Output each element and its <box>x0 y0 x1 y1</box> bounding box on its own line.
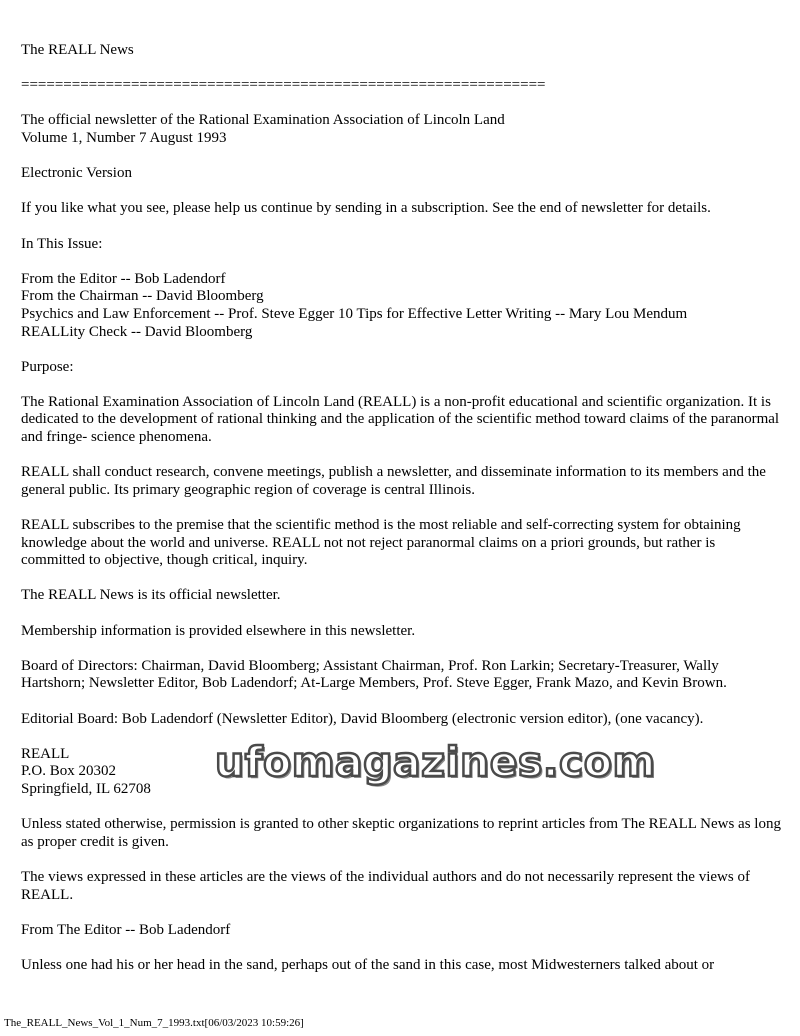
watermark-logo: ufomagazines.com <box>215 738 656 786</box>
list-item: From the Editor -- Bob Ladendorf <box>21 270 226 287</box>
editorial-board: Editorial Board: Bob Ladendorf (Newsletter Editor), David Bloomberg (electronic version editor), (one vacancy). <box>21 710 704 727</box>
list-item: From the Chairman -- David Bloomberg <box>21 288 264 305</box>
separator-rule: ============================================================== <box>21 77 546 94</box>
newsletter-title: The REALL News <box>21 42 134 58</box>
subscription-note: If you like what you see, please help us continue by sending in a subscription. See the end of newsletter for details. <box>21 200 711 217</box>
purpose-paragraph: The Rational Examination Association of Lincoln Land (REALL) is a non-profit educational and scientific organization. It is dedicated to the development of rational thinking and the application of the scientific method toward claims of the paranormal and fringe- science phenomena. <box>21 393 780 446</box>
list-item: REALLity Check -- David Bloomberg <box>21 323 253 340</box>
views-disclaimer: The views expressed in these articles are the views of the individual authors and do not necessarily represent the views of REALL. <box>21 868 750 903</box>
board-of-directors: Board of Directors: Chairman, David Bloomberg; Assistant Chairman, Prof. Ron Larkin; Secretary-Treasurer, Wally Hartshorn; Newsletter Editor, Bob Ladendorf; At-Large Members, Prof. Steve Egger, Frank Mazo, and Kevin Brown. <box>21 657 727 692</box>
reprint-permission: Unless stated otherwise, permission is granted to other skeptic organizations to reprint articles from The REALL News as long as proper credit is given. <box>21 816 781 850</box>
purpose-paragraph: REALL subscribes to the premise that the scientific method is the most reliable and self-correcting system for obtaining knowledge about the world and universe. REALL not not reject paranormal claims on a priori grounds, but rather is committed to objective, though critical, inquiry. <box>21 517 741 569</box>
file-footer: The_REALL_News_Vol_1_Num_7_1993.txt[06/03/2023 10:59:26] <box>4 1017 304 1029</box>
electronic-version-label: Electronic Version <box>21 165 132 182</box>
issue-contents-list <box>21 271 783 341</box>
address-line: Springfield, IL 62708 <box>21 780 151 797</box>
purpose-paragraph: REALL shall conduct research, convene meetings, publish a newsletter, and disseminate information to its members and the general public. Its primary geographic region of coverage is central Illinois. <box>21 464 766 498</box>
address-line: REALL <box>21 745 70 762</box>
purpose-paragraph: The REALL News is its official newsletter. <box>21 587 281 604</box>
intro-block <box>21 112 783 147</box>
editor-section-heading: From The Editor -- Bob Ladendorf <box>21 921 231 938</box>
editor-section-text: Unless one had his or her head in the sand, perhaps out of the sand in this case, most Midwesterners talked about or <box>21 956 715 973</box>
document-page <box>21 42 783 992</box>
address-line: P.O. Box 20302 <box>21 763 117 780</box>
in-this-issue-heading: In This Issue: <box>21 235 103 252</box>
purpose-heading: Purpose: <box>21 358 74 375</box>
list-item: Psychics and Law Enforcement -- Prof. Steve Egger 10 Tips for Effective Letter Writing -- Mary Lou Mendum <box>21 305 688 322</box>
purpose-paragraph: Membership information is provided elsewhere in this newsletter. <box>21 622 416 639</box>
intro-line-2: Volume 1, Number 7 August 1993 <box>21 129 227 146</box>
intro-line-1: The official newsletter of the Rational Examination Association of Lincoln Land <box>21 112 505 129</box>
